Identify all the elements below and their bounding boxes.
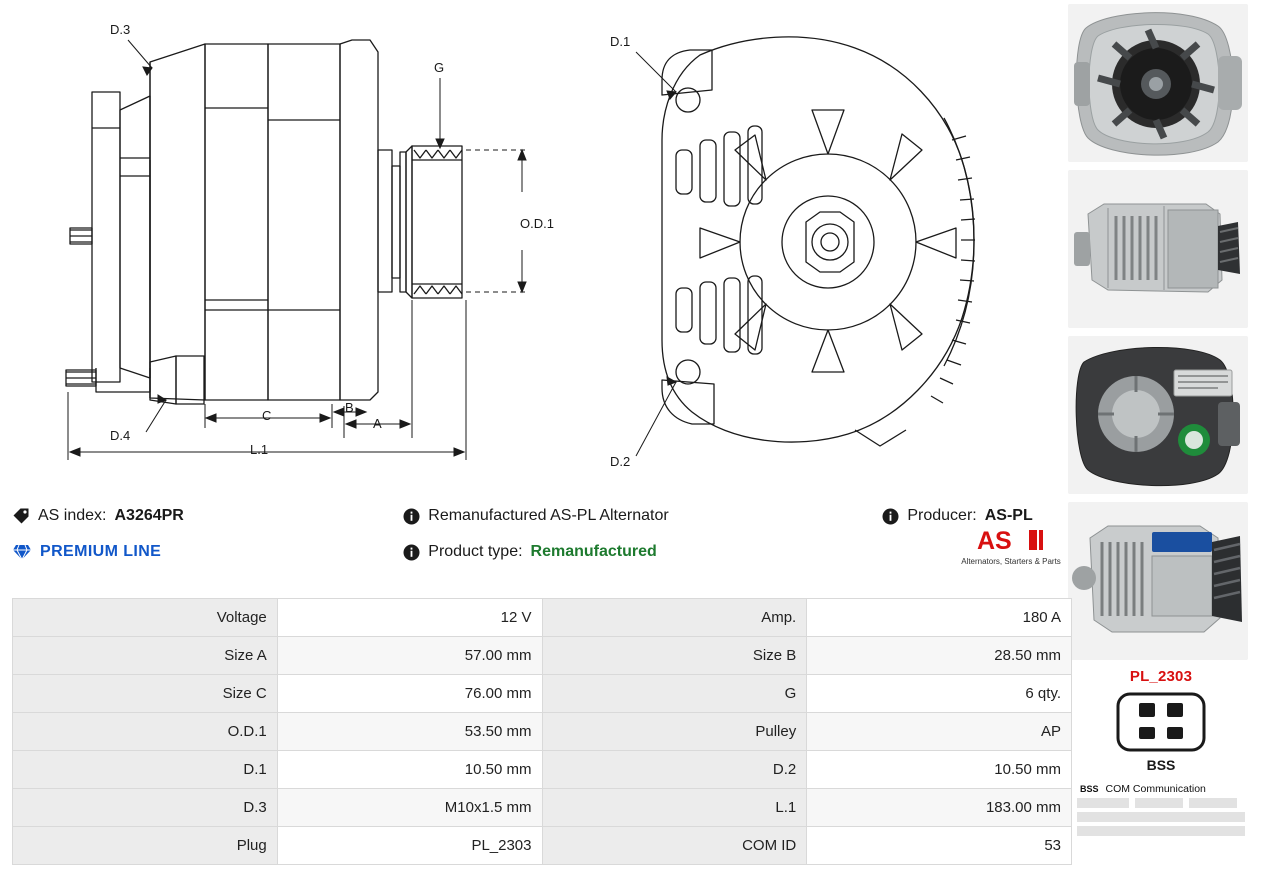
technical-drawing bbox=[0, 0, 1070, 480]
table-row bbox=[13, 713, 1072, 751]
specifications-table bbox=[12, 598, 1072, 865]
product-photo-angled bbox=[1068, 502, 1248, 660]
svg-text:AS: AS bbox=[977, 528, 1012, 554]
plug-diagram bbox=[1068, 691, 1254, 753]
premium-line bbox=[12, 543, 403, 561]
spec-label: Size A bbox=[13, 637, 278, 675]
as-index-value: A3264PR bbox=[114, 507, 184, 524]
table-row bbox=[13, 637, 1072, 675]
com-bar bbox=[1077, 826, 1245, 836]
spec-value: 12 V bbox=[277, 599, 542, 637]
product-photo-front bbox=[1068, 4, 1248, 162]
info-row-2 bbox=[12, 534, 1072, 570]
table-row bbox=[13, 751, 1072, 789]
spec-value: AP bbox=[807, 713, 1072, 751]
spec-label: Pulley bbox=[542, 713, 807, 751]
as-index-label: AS index: bbox=[38, 507, 107, 524]
com-placeholder-row bbox=[1077, 798, 1245, 808]
label-c: C bbox=[262, 408, 272, 423]
premium-line-label: PREMIUM LINE bbox=[40, 543, 162, 560]
info-row-1 bbox=[12, 498, 1072, 534]
spec-label: D.3 bbox=[13, 789, 278, 827]
spec-value: 6 qty. bbox=[807, 675, 1072, 713]
product-type bbox=[403, 543, 882, 561]
product-description bbox=[403, 507, 882, 525]
info-icon bbox=[882, 508, 899, 525]
product-type-label: Product type: bbox=[428, 543, 523, 560]
label-d4: D.4 bbox=[110, 428, 131, 443]
spec-value: 183.00 mm bbox=[807, 789, 1072, 827]
table-row bbox=[13, 789, 1072, 827]
spec-value: M10x1.5 mm bbox=[277, 789, 542, 827]
label-b: B bbox=[345, 400, 354, 415]
product-photo-column bbox=[1068, 4, 1254, 836]
com-communication-table bbox=[1077, 783, 1245, 836]
spec-label: O.D.1 bbox=[13, 713, 278, 751]
com-title: COM Communication bbox=[1105, 783, 1206, 795]
com-badge: BSS bbox=[1077, 783, 1102, 795]
spec-label: Amp. bbox=[542, 599, 807, 637]
label-d2: D.2 bbox=[610, 454, 631, 469]
producer-label: Producer: bbox=[907, 507, 977, 524]
table-row bbox=[13, 827, 1072, 865]
spec-value: 57.00 mm bbox=[277, 637, 542, 675]
com-bar bbox=[1135, 798, 1183, 808]
info-icon bbox=[403, 544, 420, 561]
spec-label: D.2 bbox=[542, 751, 807, 789]
product-type-value: Remanufactured bbox=[530, 543, 657, 560]
spec-label: D.1 bbox=[13, 751, 278, 789]
producer bbox=[882, 507, 1072, 525]
spec-value: 76.00 mm bbox=[277, 675, 542, 713]
spec-label: L.1 bbox=[542, 789, 807, 827]
spec-label: Voltage bbox=[13, 599, 278, 637]
as-pl-logo-subtitle: Alternators, Starters & Parts bbox=[961, 557, 1061, 566]
label-d1: D.1 bbox=[610, 34, 631, 49]
plug-type-label: BSS bbox=[1146, 757, 1176, 773]
label-g: G bbox=[434, 60, 445, 75]
spec-value: 180 A bbox=[807, 599, 1072, 637]
spec-label: G bbox=[542, 675, 807, 713]
tag-icon bbox=[12, 507, 30, 525]
spec-label: Plug bbox=[13, 827, 278, 865]
spec-value: 10.50 mm bbox=[807, 751, 1072, 789]
diamond-icon bbox=[12, 543, 32, 561]
product-photo-rear bbox=[1068, 336, 1248, 494]
com-bar bbox=[1189, 798, 1237, 808]
com-header-row bbox=[1077, 783, 1245, 795]
com-bar bbox=[1077, 798, 1129, 808]
spec-label: COM ID bbox=[542, 827, 807, 865]
info-icon bbox=[403, 508, 420, 525]
table-row bbox=[13, 599, 1072, 637]
as-index bbox=[12, 507, 403, 525]
spec-value: 53 bbox=[807, 827, 1072, 865]
producer-value: AS-PL bbox=[984, 507, 1033, 524]
label-d3: D.3 bbox=[110, 22, 131, 37]
product-description-text: Remanufactured AS-PL Alternator bbox=[428, 507, 669, 524]
com-bar bbox=[1077, 812, 1245, 822]
product-photo-side bbox=[1068, 170, 1248, 328]
spec-value: 28.50 mm bbox=[807, 637, 1072, 675]
info-strip bbox=[12, 498, 1072, 586]
label-od1: O.D.1 bbox=[520, 216, 554, 231]
spec-value: PL_2303 bbox=[277, 827, 542, 865]
spec-label: Size B bbox=[542, 637, 807, 675]
label-l1: L.1 bbox=[250, 442, 269, 457]
table-row bbox=[13, 675, 1072, 713]
as-pl-logo bbox=[952, 528, 1070, 566]
spec-value: 53.50 mm bbox=[277, 713, 542, 751]
plug-code: PL_2303 bbox=[1129, 668, 1193, 685]
spec-label: Size C bbox=[13, 675, 278, 713]
label-a: A bbox=[373, 416, 382, 431]
spec-value: 10.50 mm bbox=[277, 751, 542, 789]
